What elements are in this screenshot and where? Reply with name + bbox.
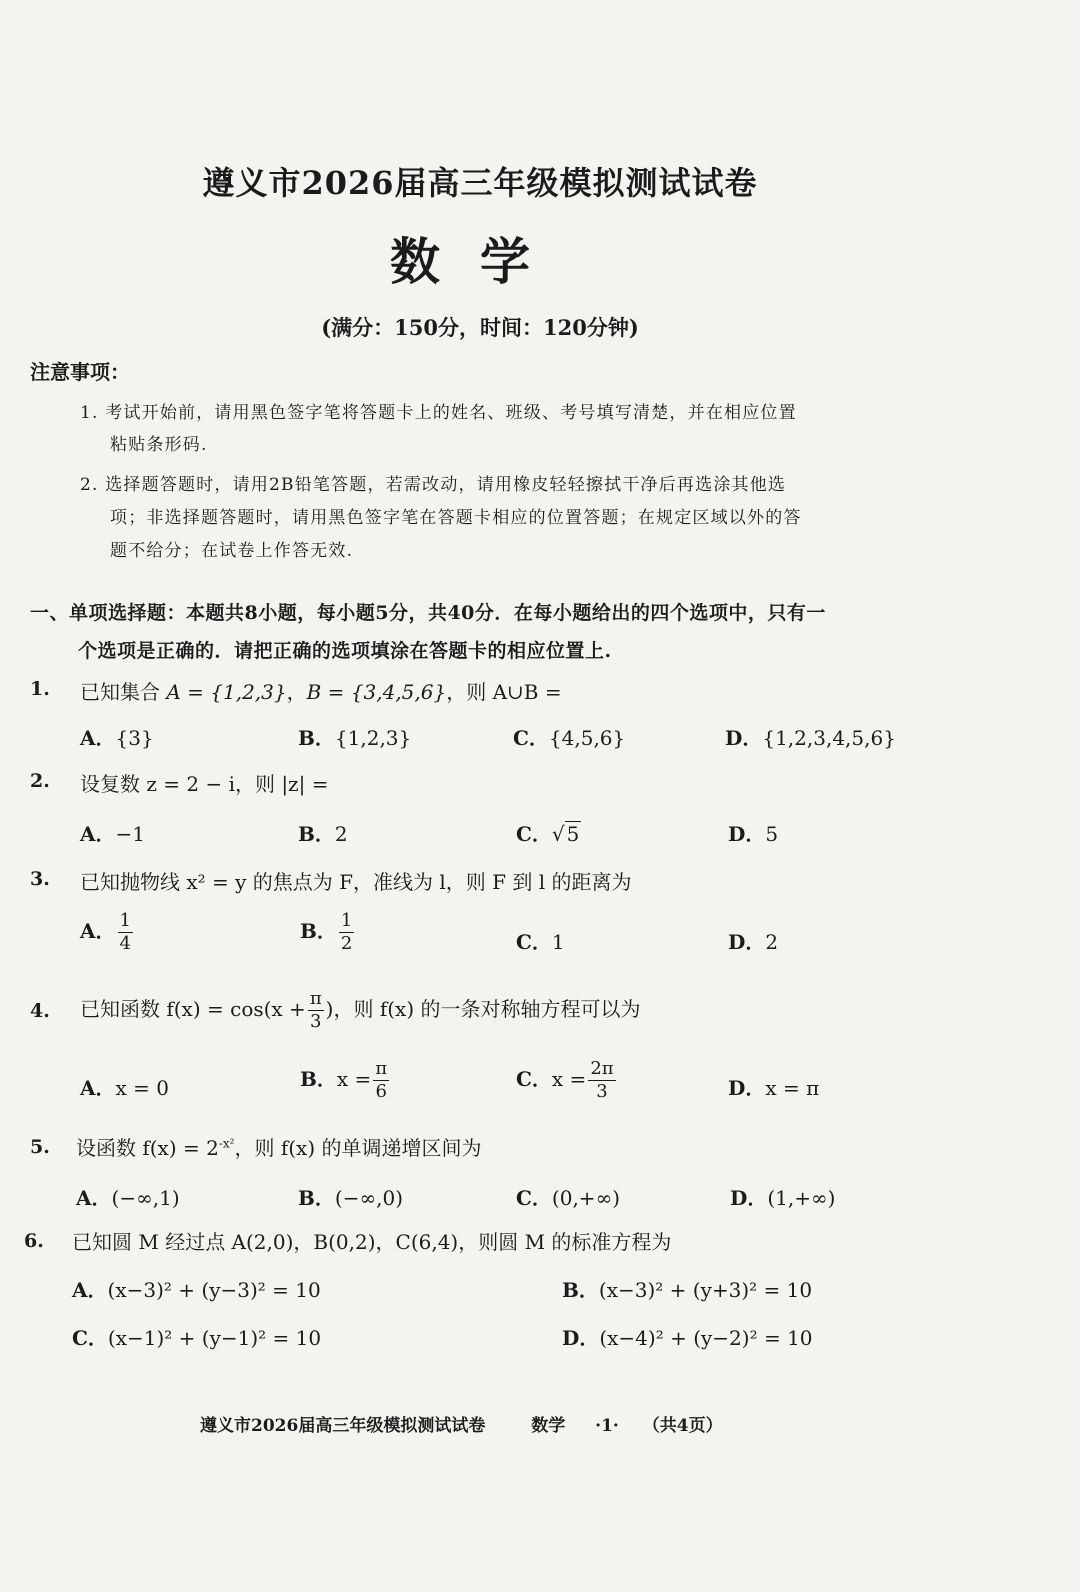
option-text: (−∞,1) [111,1186,180,1210]
section-instructions: 一、单项选择题：本题共8小题，每小题5分，共40分．在每小题给出的四个选项中，只有一 [30,602,826,624]
option-a [76,1182,180,1211]
option-text: (x−4)² + (y−2)² = 10 [599,1326,813,1350]
question-1-stem [80,676,562,705]
question-number: 1. [30,678,50,700]
option-text: 1 [551,930,565,954]
option-c [516,818,581,847]
option-text: 5 [765,822,779,846]
option-b [298,818,348,847]
question-6-stem: 已知圆 M 经过点 A(2,0)，B(0,2)，C(6,4)，则圆 M 的标准方程为 [72,1230,672,1254]
footer-exam: 遵义市2026届高三年级模拟测试试卷 [200,1416,486,1436]
option-text: (x−3)² + (y−3)² = 10 [107,1278,321,1302]
notice-line: 题不给分；在试卷上作答无效. [110,541,354,561]
numerator: π [309,988,322,1009]
footer-page-number: ·1· [595,1416,619,1436]
denominator: 6 [375,1081,387,1102]
option-text: x = [336,1067,372,1091]
q5-stem-pre: 设函数 f(x) = 2 [76,1136,219,1160]
option-label: C． [516,930,552,954]
option-b [298,722,411,751]
option-label: D． [562,1326,600,1350]
denominator: 4 [119,933,131,954]
option-c [513,722,625,751]
option-text: 5 [566,822,580,846]
option-d [728,818,778,847]
option-text: (0,+∞) [551,1186,621,1210]
option-a [80,1072,169,1101]
option-d [728,1072,819,1101]
option-text: (x−3)² + (y+3)² = 10 [598,1278,813,1302]
option-a [80,722,154,751]
option-text: {3} [115,726,154,750]
q5-stem-post: ，则 f(x) 的单调递增区间为 [234,1136,482,1160]
option-text: 2 [334,822,348,846]
option-label: D． [730,1186,768,1210]
option-text: 2 [765,930,779,954]
option-text: x = [551,1067,587,1091]
q1-stem-pre: 已知集合 [80,680,160,704]
notice-heading: 注意事项： [30,360,130,384]
option-label: B． [298,726,335,750]
option-c [516,1060,618,1101]
option-c [516,926,565,955]
option-label: A． [80,822,116,846]
option-d [728,926,778,955]
footer-page-total: （共4页） [642,1416,723,1436]
option-label: D． [728,1076,766,1100]
option-label: B． [300,919,337,943]
exam-title: 遵义市2026届高三年级模拟测试试卷 [202,164,758,202]
question-4-stem [80,990,640,1031]
option-b [300,1060,391,1101]
option-b [300,912,356,953]
option-label: D． [728,930,766,954]
option-text: {4,5,6} [548,726,626,750]
option-text: {1,2,3} [334,726,412,750]
q1-set-b: B = {3,4,5,6} [306,680,447,704]
footer-subject: 数学 [531,1416,566,1436]
notice-line: 1. 考试开始前，请用黑色签字笔将答题卡上的姓名、班级、考号填写清楚，并在相应位置 [80,403,797,423]
option-label: A． [80,726,116,750]
option-a [80,912,135,953]
notice-line: 2. 选择题答题时，请用2B铅笔答题，若需改动，请用橡皮轻轻擦拭干净后再选涂其他选 [80,475,787,495]
option-text: x = π [765,1076,820,1100]
option-label: C． [513,726,549,750]
option-label: B． [300,1067,337,1091]
option-label: A． [80,919,116,943]
question-number: 3. [30,868,50,890]
option-label: D． [728,822,766,846]
denominator: 2 [340,933,353,954]
denominator: 3 [596,1081,608,1102]
fraction [118,912,133,953]
question-2-stem: 设复数 z = 2 − i，则 |z| = [80,772,329,796]
fraction [588,1060,615,1101]
fraction [339,912,354,953]
numerator: 2π [590,1058,614,1079]
question-5-stem [76,1132,482,1161]
option-label: C． [516,822,552,846]
option-b [298,1182,403,1211]
fraction [373,1060,389,1101]
option-text: {1,2,3,4,5,6} [762,726,896,750]
q5-exponent: -x² [218,1136,235,1151]
denominator: 3 [310,1011,322,1032]
question-number: 4. [30,1000,50,1022]
option-d [725,722,896,751]
page-footer [200,1411,723,1436]
section-instructions: 个选项是正确的．请把正确的选项填涂在答题卡的相应位置上. [78,640,612,662]
q1-sep: ， [286,680,307,704]
option-b [562,1274,812,1303]
option-label: B． [298,1186,335,1210]
numerator: π [375,1058,388,1079]
option-label: C． [516,1067,552,1091]
notice-line: 项；非选择题答题时，请用黑色签字笔在答题卡相应的位置答题；在规定区域以外的答 [110,508,802,528]
option-text: (x−1)² + (y−1)² = 10 [107,1326,322,1350]
q1-set-a: A = {1,2,3} [166,680,287,704]
option-label: A． [76,1186,112,1210]
numerator: 1 [119,910,131,931]
question-number: 6. [24,1230,44,1252]
option-label: A． [80,1076,116,1100]
option-a [80,818,145,847]
option-label: C． [72,1326,108,1350]
option-label: A． [72,1278,108,1302]
option-c [72,1322,321,1351]
question-number: 2. [30,770,50,792]
subject-title: 数学 [390,232,570,291]
option-d [730,1182,835,1211]
option-c [516,1182,620,1211]
option-label: C． [516,1186,552,1210]
option-text: −1 [115,822,146,846]
q4-stem-pre: 已知函数 f(x) = cos(x + [80,997,306,1021]
option-text: (−∞,0) [334,1186,404,1210]
sqrt-sign: √ [551,822,565,846]
option-a [72,1274,321,1303]
exam-meta: (满分：150分，时间：120分钟) [321,315,639,340]
option-text: x = 0 [115,1076,170,1100]
question-number: 5. [30,1136,50,1158]
option-d [562,1322,813,1351]
option-label: B． [562,1278,599,1302]
option-label: D． [725,726,763,750]
option-label: B． [298,822,335,846]
q4-stem-post: )，则 f(x) 的一条对称轴方程可以为 [325,997,641,1021]
numerator: 1 [340,910,353,931]
q1-stem-post: ，则 A∪B = [446,680,562,704]
fraction [308,990,324,1031]
notice-line: 粘贴条形码. [110,435,208,455]
option-text: (1,+∞) [767,1186,836,1210]
question-3-stem: 已知抛物线 x² = y 的焦点为 F，准线为 l，则 F 到 l 的距离为 [80,870,632,894]
